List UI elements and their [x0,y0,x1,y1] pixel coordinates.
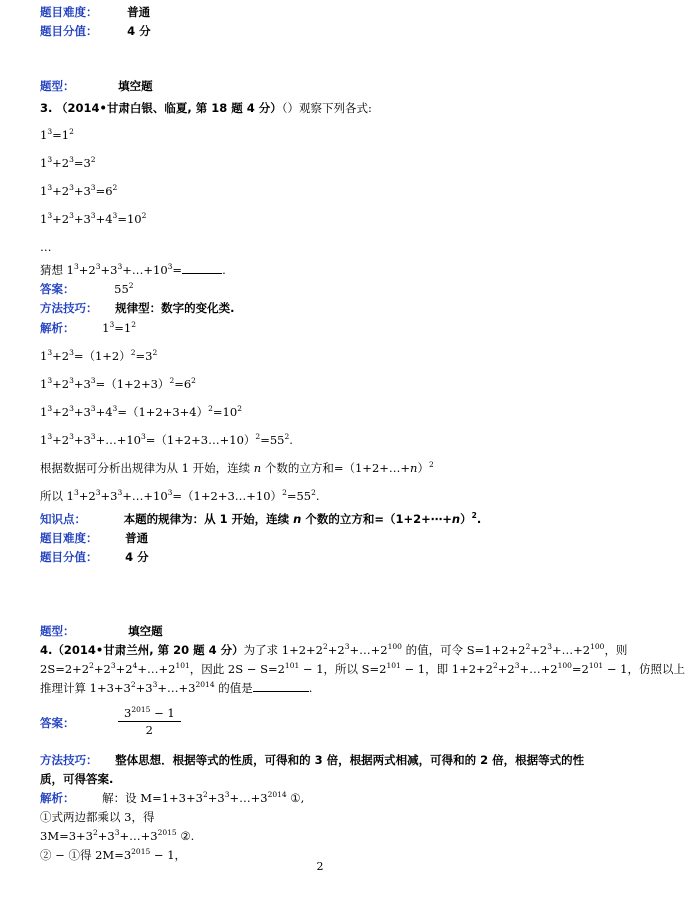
q3-method-label: 方法技巧： [40,301,98,315]
q4-method-label: 方法技巧： [40,753,98,767]
q4-type-value: 填空题 [128,624,163,638]
q3-answer-blank [182,263,222,274]
q3-analysis-label: 解析： [40,321,75,335]
q3-difficulty-label: 题目难度： [40,531,98,545]
q3-conclusion-n: n [253,461,262,475]
difficulty-label: 题目难度： [40,5,98,19]
q3-score-value: 4 分 [125,550,149,564]
q4-analysis-line3: $3M=3+3^2+3^3+\dots+3^{2015}$ ②. [40,828,195,843]
difficulty-row [40,5,150,19]
q3-eq4: $1^3+2^3+3^3+4^3=10^2$ [40,211,147,226]
q3-score-label: 题目分值： [40,550,98,564]
q3-conclusion-a: 根据数据可分析出规律为从 1 开始，连续 [40,461,254,475]
q4-text-a: 为了求 1+2+2 [243,643,324,657]
q3-answer-value: $55^2$ [114,281,134,296]
page-number: 2 [316,860,324,873]
q3-ellipsis: … [40,240,52,254]
q3-knowledge-label: 知识点： [40,512,86,526]
q3-analysis-row [40,321,136,335]
q3-knowledge-row [40,512,481,526]
q3-eq3: $1^3+2^3+3^3=6^2$ [40,183,118,198]
q4-analysis-line2: ①式两边都乘以 3，得 [40,810,155,824]
q4-method-line1: 整体思想．根据等式的性质，可得和的 3 倍，根据两式相减，可得和的 2 倍，根据等式的性 [115,753,585,767]
score-row [40,24,151,38]
q4-analysis-a: 解：设 $M=1+3+3^2+3^3+\dots+3^{2014}$ ①, [102,790,305,805]
q4-analysis-row [40,791,304,805]
q3-therefore-prefix: 所以 [40,489,67,503]
q4-answer-label: 答案： [40,716,75,730]
q4-analysis-line4: ② − ①得 $2M=3^{2015} - 1$， [40,847,187,862]
q4-analysis-label: 解析： [40,791,75,805]
q3-conclusion: 根据数据可分析出规律为从 1 开始，连续 n 个数的立方和=（1+2+…+n）$^2$ [40,460,434,475]
q3-difficulty-row [40,531,148,545]
q4-source: （2014•甘肃兰州, 第 20 题 4 分） [52,643,244,657]
q4-answer-fraction [118,705,181,738]
q4-type-label: 题型： [40,624,75,638]
q4-fraction-denominator: 2 [145,723,153,737]
q3-type-row [40,79,153,93]
q4-type-row [40,624,163,638]
q3-prompt: （）观察下列各式: [281,101,372,115]
score-value: 4 分 [127,24,151,38]
q3-knowledge-text: 本题的规律为：从 1 开始，连续 n 个数的立方和=（1+2+⋯+n）$^2$. [123,511,482,526]
q3-type-label: 题型： [40,79,75,93]
q3-conclusion-b: 个数的立方和=（1+2+…+ [261,461,411,475]
q4-answer-row [40,716,75,730]
q4-number: 4. [40,643,53,657]
q4-line2: $2S=2+2^2+2^3+2^4+\dots+2^{101}$，因此 $2S - S=2^{101} - 1$，所以 $S=2^{101} - 1$，即 $1+2+2^2+2^3+\dots+2^{100}=2^{101} - 1$，仿照以上 [40,661,685,676]
q3-answer-row [40,282,134,296]
q4-method-row [40,753,584,767]
q3-source: （2014•甘肃白银、临夏, 第 18 题 4 分） [56,101,282,115]
q3-analysis-eq4: $1^3+2^3+3^3+\dots+10^3=(1+2+3\dots+10)^2=55^2$. [40,432,293,447]
q4-answer-blank [253,681,309,692]
q3-therefore: 所以 $1^3+2^3+3^3+\dots+10^3=(1+2+3\dots+10)^2=55^2$. [40,488,320,503]
q3-analysis-eq2: $1^3+2^3+3^3=(1+2+3)^2=6^2$ [40,376,196,391]
q3-analysis-eq0: $1^3=1^2$ [102,320,136,335]
q3-method-row [40,301,235,315]
q3-eq1: $1^3=1^2$ [40,127,74,142]
q3-answer-label: 答案： [40,282,75,296]
q3-header [40,101,372,115]
q3-difficulty-value: 普通 [125,531,149,545]
q4-line3: 推理计算 $1+3+3^2+3^3+\dots+3^{2014}$ 的值是 . [40,680,313,695]
q3-score-row [40,550,149,564]
q3-guess-prefix: 猜想 [40,263,67,277]
score-label: 题目分值： [40,24,98,38]
q4-fraction-numerator: $3^{2015} - 1$ [118,705,181,722]
difficulty-value: 普通 [127,5,151,19]
q3-eq2: $1^3+2^3=3^2$ [40,155,96,170]
q3-guess: 猜想 $1^3+2^3+3^3+\dots+10^3=$ . [40,262,226,277]
q3-method-value: 规律型：数字的变化类. [115,301,235,315]
q3-analysis-eq1: $1^3+2^3=(1+2)^2=3^2$ [40,348,158,363]
q3-type-value: 填空题 [118,79,153,93]
q4-method-line2: 质，可得答案. [40,772,114,786]
q3-number: 3. [40,101,53,115]
q4-line1: 4.（2014•甘肃兰州, 第 20 题 4 分）为了求 $1+2+2^2+2^3+\dots+2^{100}$ 的值，可令 $S=1+2+2^2+2^3+\dots+2^{100}$，则 [40,642,628,657]
q3-analysis-eq3: $1^3+2^3+3^3+4^3=(1+2+3+4)^2=10^2$ [40,404,242,419]
